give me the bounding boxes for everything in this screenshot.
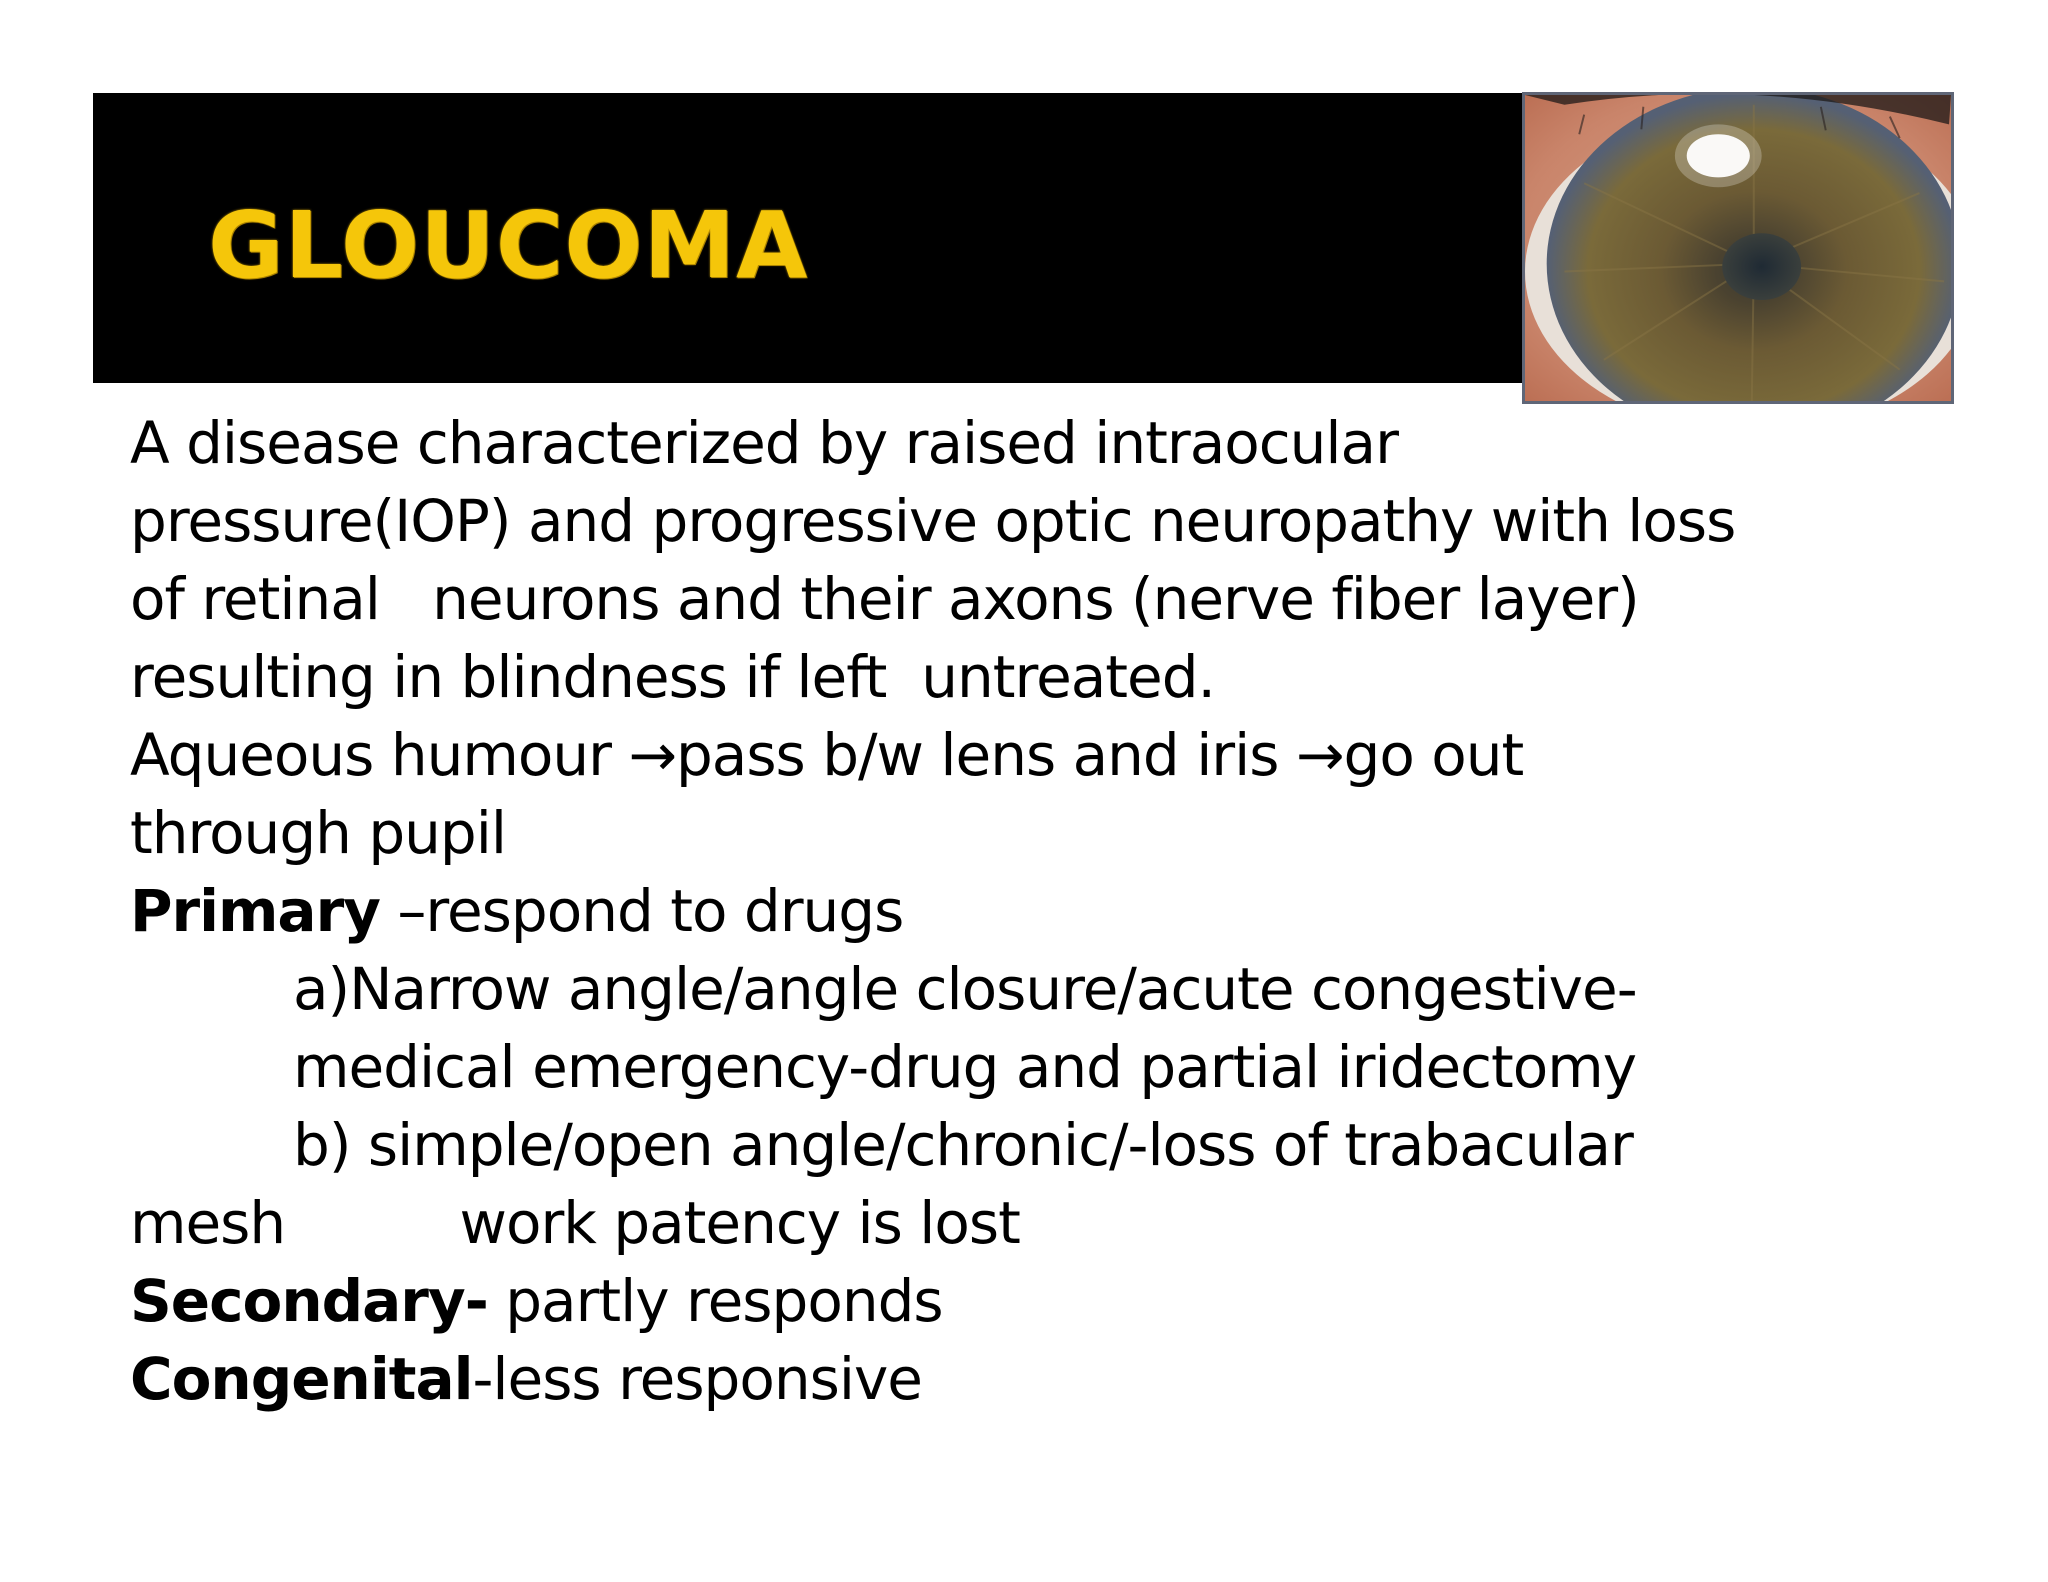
congenital-label: Congenital [130,1345,473,1413]
primary-label: Primary [130,877,380,945]
secondary-line [130,1262,1950,1340]
eye-photo-graphic [1525,95,1951,401]
body-line: pressure(IOP) and progressive optic neuropathy with loss [130,487,1736,555]
primary-a-line-1: a)Narrow angle/angle closure/acute congestive- [293,955,1637,1023]
secondary-label: Secondary- [130,1267,488,1335]
secondary-text: partly responds [487,1267,943,1335]
primary-b-line-2: mesh work patency is lost [130,1189,1020,1257]
body-line: A disease characterized by raised intraocular [130,409,1398,477]
primary-line [130,872,1950,950]
primary-b-line-1: b) simple/open angle/chronic/-loss of trabacular [293,1111,1633,1179]
primary-text: –respond to drugs [379,877,904,945]
slide-title: GLOUCOMA [208,192,809,299]
body-line: resulting in blindness if left untreated. [130,643,1215,711]
congenital-text: -less responsive [472,1345,922,1413]
eye-iris-photo-icon [1522,92,1954,404]
congenital-line [130,1340,1950,1418]
body-line: through pupil [130,799,506,867]
body-line: Aqueous humour →pass b/w lens and iris →go out [130,721,1524,789]
body-line: of retinal neurons and their axons (nerve fiber layer) [130,565,1639,633]
slide-body [130,404,1950,1418]
primary-a-line-2: medical emergency-drug and partial iridectomy [293,1033,1637,1101]
